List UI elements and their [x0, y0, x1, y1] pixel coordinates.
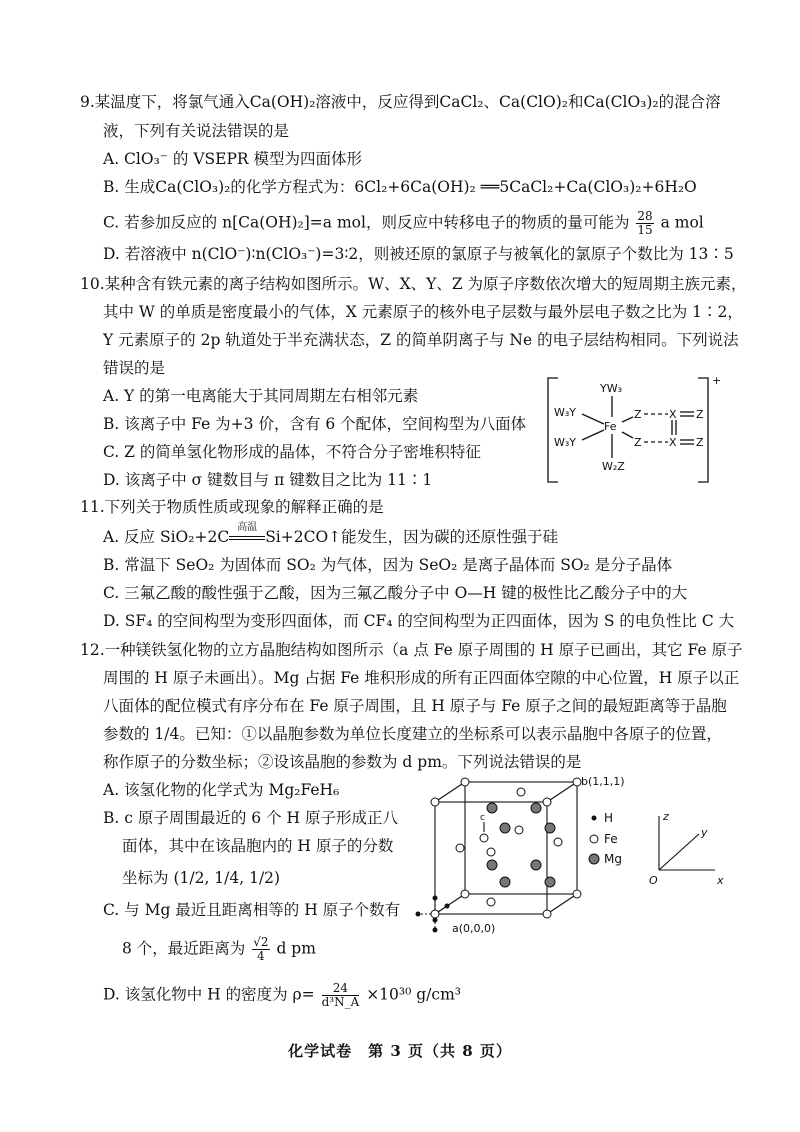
- q11-option-a: [103, 522, 559, 547]
- q9-c-unit: a mol: [660, 213, 704, 232]
- axis-origin-label: O: [649, 874, 658, 887]
- q10-stem-line2: 其中 W 的单质是密度最小的气体，X 元素原子的核外电子层数与最外层电子数之比为 1∶2，: [103, 303, 743, 321]
- q12-stem-line2: 周围的 H 原子未画出）。Mg 占据 Fe 堆积形成的所有正四面体空隙的中心位置，H 原子以正: [103, 669, 740, 687]
- q11-a-products: Si+2CO↑能发生，因为碳的还原性强于硅: [265, 528, 559, 546]
- legend-mg-label: Mg: [604, 852, 622, 866]
- q12-d-unit: ×10³⁰ g/cm³: [366, 985, 461, 1004]
- q12-c-count: 8 个，最近距离为: [122, 939, 246, 958]
- q12-option-b-line2: 面体，其中在该晶胞内的 H 原子的分数: [122, 837, 394, 855]
- q12-d-fraction: $\frac{24}{\text{d³N\_A}}$: [321, 981, 360, 1009]
- point-c-label: c: [480, 813, 485, 823]
- q9-stem-line1: 9.某温度下，将氯气通入Ca(OH)₂溶液中，反应得到CaCl₂、Ca(ClO)₂和Ca(ClO₃)₂的混合溶: [80, 93, 721, 111]
- axis-x-label: x: [717, 874, 724, 887]
- q9-option-d: D. 若溶液中 n(ClO⁻)∶n(ClO₃⁻)=3∶2，则被还原的氯原子与被氧化的氯原子个数比为 13∶5: [103, 245, 734, 263]
- q12-c-fraction: $\frac{√2}{4}$: [253, 935, 269, 963]
- legend-h-label: H: [604, 811, 614, 825]
- q10-option-a: A. Y 的第一电离能大于其同周期左右相邻元素: [103, 387, 419, 405]
- legend-fe-marker: [590, 835, 598, 843]
- ion-z3: Z: [634, 436, 642, 449]
- q12-option-d: [103, 982, 461, 1009]
- q10-option-b: B. 该离子中 Fe 为+3 价，含有 6 个配体，空间构型为八面体: [103, 415, 527, 433]
- axis-y-label: y: [701, 826, 708, 839]
- q12-d-text: D. 该氢化物中 H 的密度为 ρ=: [103, 985, 315, 1004]
- atom-legend: [586, 810, 646, 870]
- q12-stem-line4: 参数的 1/4。已知：①以晶胞参数为单位长度建立的坐标系可以表示晶胞中各原子的位置，: [103, 725, 722, 743]
- ion-charge: +: [712, 374, 722, 387]
- q11-a-reactants: A. 反应 SiO₂+2C: [103, 528, 230, 546]
- axis-z-label: z: [663, 810, 669, 823]
- ion-left-ligand-2: W₃Y: [554, 436, 577, 449]
- q12-option-c-line1: C. 与 Mg 最近且距离相等的 H 原子个数有: [103, 901, 401, 919]
- ion-x1: X: [669, 408, 677, 421]
- q11-option-d: D. SF₄ 的空间构型为变形四面体，而 CF₄ 的空间构型为正四面体，因为 S 的电负性比 C 大: [103, 612, 735, 630]
- point-b-label: b(1,1,1): [581, 775, 625, 788]
- q12-stem-line3: 八面体的配位模式有序分布在 Fe 原子周围，且 H 原子与 Fe 原子之间的最短距离等于晶胞: [103, 697, 727, 715]
- axes-figure: [645, 808, 735, 888]
- legend-fe-label: Fe: [604, 832, 618, 846]
- ion-fe-center: Fe: [604, 420, 617, 433]
- q10-option-c: C. Z 的简单氢化物形成的晶体，不符合分子密堆积特征: [103, 443, 481, 461]
- q9-stem-line2: 液，下列有关说法错误的是: [103, 122, 290, 140]
- q12-option-c-line2: [122, 936, 316, 963]
- q9-option-a: A. ClO₃⁻ 的 VSEPR 模型为四面体形: [103, 150, 362, 168]
- q10-stem-line4: 错误的是: [103, 359, 166, 377]
- ion-z1: Z: [634, 408, 642, 421]
- q11-stem: 11.下列关于物质性质或现象的解释正确的是: [80, 498, 384, 516]
- ion-top-ligand: YW₃: [600, 382, 623, 395]
- q9-c-text: C. 若参加反应的 n[Ca(OH)₂]=a mol，则反应中转移电子的物质的量可能为: [103, 213, 630, 232]
- q12-c-unit: d pm: [276, 939, 316, 958]
- q12-option-a: A. 该氢化物的化学式为 Mg₂FeH₆: [103, 781, 340, 799]
- ion-x2: X: [669, 436, 677, 449]
- q9-option-b: B. 生成Ca(ClO₃)₂的化学方程式为：6Cl₂+6Ca(OH)₂ ══5CaCl₂+Ca(ClO₃)₂+6H₂O: [103, 178, 697, 196]
- q12-stem-line5: 称作原子的分数坐标；②设该晶胞的参数为 d pm。下列说法错误的是: [103, 753, 582, 771]
- q12-b-coord-value: (1/2, 1/4, 1/2): [173, 869, 281, 887]
- legend-mg-marker: [589, 854, 599, 864]
- q10-stem-line3: Y 元素原子的 2p 轨道处于半充满状态，Z 的简单阴离子与 Ne 的电子层结构相同。下列说法: [103, 331, 739, 349]
- q11-a-condition: 高温: [237, 522, 258, 533]
- ion-z4: Z: [696, 436, 704, 449]
- q12-b-coord-label: 坐标为: [122, 869, 169, 887]
- ion-structure-figure: [540, 372, 720, 487]
- q12-stem-line1: 12.一种镁铁氢化物的立方晶胞结构如图所示（a 点 Fe 原子周围的 H 原子已画出，其它 Fe 原子: [80, 641, 743, 659]
- q9-c-fraction: $\frac{28}{15}$: [637, 209, 653, 237]
- q10-stem-line1: 10.某种含有铁元素的离子结构如图所示。W、X、Y、Z 为原子序数依次增大的短周期主族元素，: [80, 275, 747, 293]
- legend-h-marker: [592, 816, 597, 821]
- q11-a-reaction-arrow: [229, 522, 265, 540]
- q10-option-d: D. 该离子中 σ 键数目与 π 键数目之比为 11∶1: [103, 471, 433, 489]
- point-a-label: a(0,0,0): [452, 922, 496, 935]
- ion-bottom-ligand: W₂Z: [602, 460, 625, 473]
- ion-z2: Z: [696, 408, 704, 421]
- page-footer: 化学试卷 第 3 页（共 8 页）: [288, 1042, 512, 1060]
- q9-option-c: [103, 210, 704, 237]
- q12-option-b-line1: B. c 原子周围最近的 6 个 H 原子形成正八: [103, 809, 398, 827]
- q11-option-c: C. 三氟乙酸的酸性强于乙酸，因为三氟乙酸分子中 O—H 键的极性比乙酸分子中的大: [103, 584, 688, 602]
- q11-option-b: B. 常温下 SeO₂ 为固体而 SO₂ 为气体，因为 SeO₂ 是离子晶体而 SO₂ 是分子晶体: [103, 556, 673, 574]
- q12-option-b-line3: [122, 868, 280, 888]
- ion-left-ligand-1: W₃Y: [554, 406, 577, 419]
